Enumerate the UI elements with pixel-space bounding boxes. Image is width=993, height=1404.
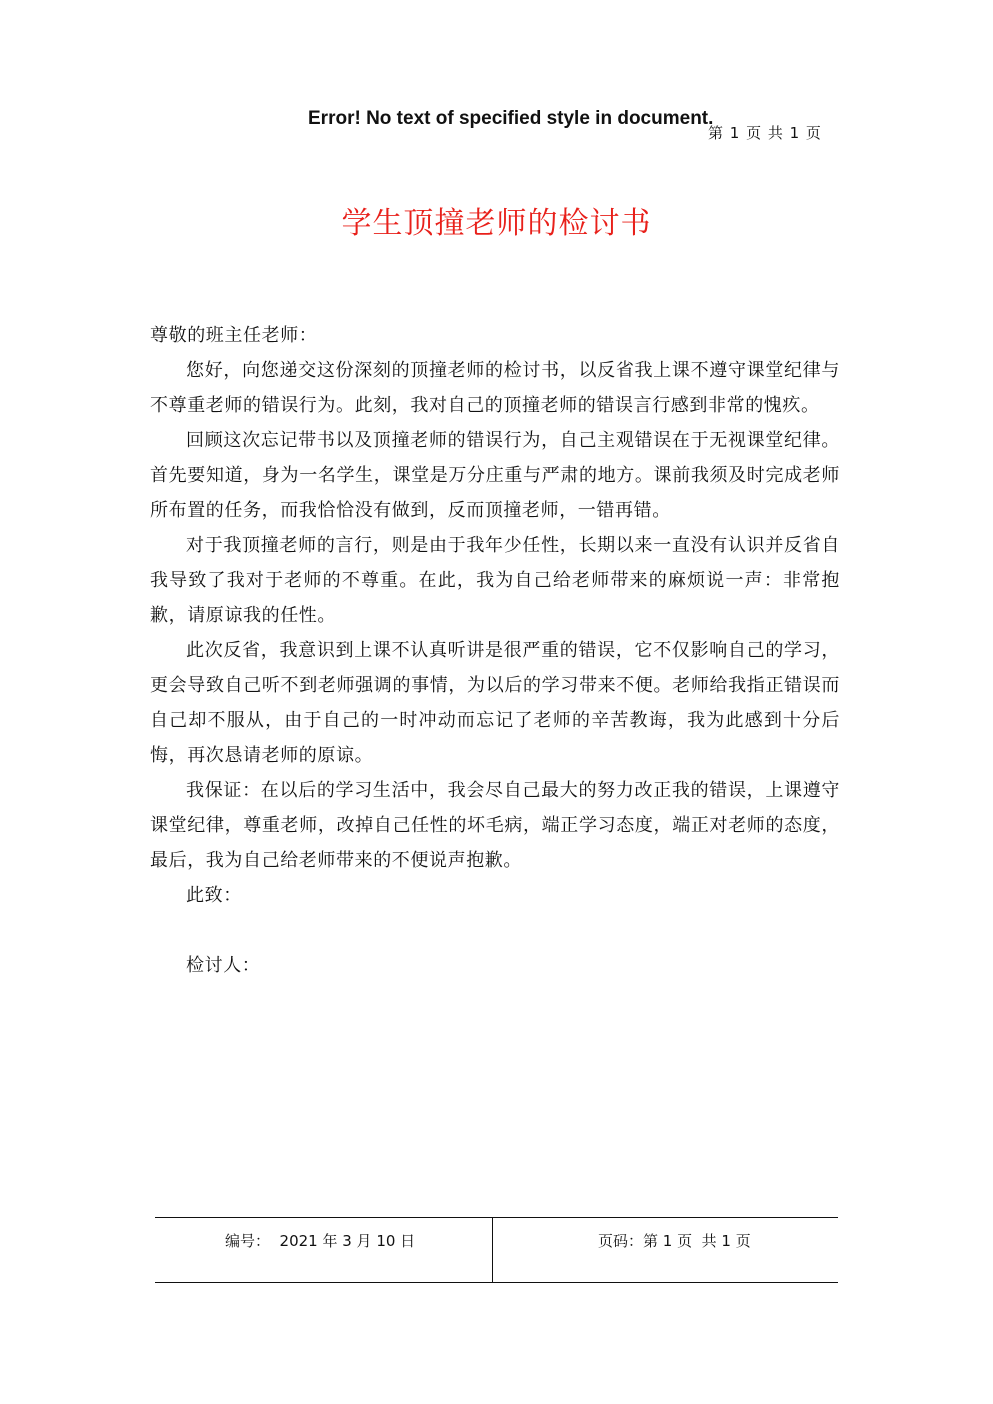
paragraph: 您好，向您递交这份深刻的顶撞老师的检讨书，以反省我上课不遵守课堂纪律与不尊重老师的错误行为。此刻，我对自己的顶撞老师的错误言行感到非常的愧疚。 xyxy=(150,360,840,416)
salutation: 尊敬的班主任老师： xyxy=(150,325,318,346)
header-page-info: 第 1 页 共 1 页 xyxy=(708,124,822,142)
paragraph: 此次反省，我意识到上课不认真听讲是很严重的错误，它不仅影响自己的学习，更会导致自己听不到老师强调的事情，为以后的学习带来不便。老师给我指正错误而自己却不服从，由于自己的一时冲动而忘记了老师的辛苦教诲，我为此感到十分后悔，再次恳请老师的原谅。 xyxy=(150,640,840,766)
paragraph: 我保证：在以后的学习生活中，我会尽自己最大的努力改正我的错误，上课遵守课堂纪律，尊重老师，改掉自己任性的坏毛病，端正学习态度，端正对老师的态度，最后，我为自己给老师带来的不便说声抱歉。 xyxy=(150,780,840,871)
document-body xyxy=(150,318,840,983)
signature-label: 检讨人： xyxy=(186,955,261,976)
document-title: 学生顶撞老师的检讨书 xyxy=(341,206,652,241)
paragraph: 对于我顶撞老师的言行，则是由于我年少任性，长期以来一直没有认识并反省自我导致了我对于老师的不尊重。在此，我为自己给老师带来的麻烦说一声：非常抱歉，请原谅我的任性。 xyxy=(150,535,840,626)
header-error-text: Error! No text of specified style in document. xyxy=(308,108,714,129)
paragraph: 回顾这次忘记带书以及顶撞老师的错误行为，自己主观错误在于无视课堂纪律。首先要知道，身为一名学生，课堂是万分庄重与严肃的地方。课前我须及时完成老师所布置的任务，而我恰恰没有做到，反而顶撞老师，一错再错。 xyxy=(150,430,840,521)
footer-date: 编号： 2021 年 3 月 10 日 xyxy=(225,1232,416,1250)
footer-divider xyxy=(492,1218,493,1282)
closing: 此致： xyxy=(186,885,242,906)
footer-page-number: 页码：第 1 页 共 1 页 xyxy=(598,1232,751,1250)
footer-table xyxy=(155,1217,838,1283)
